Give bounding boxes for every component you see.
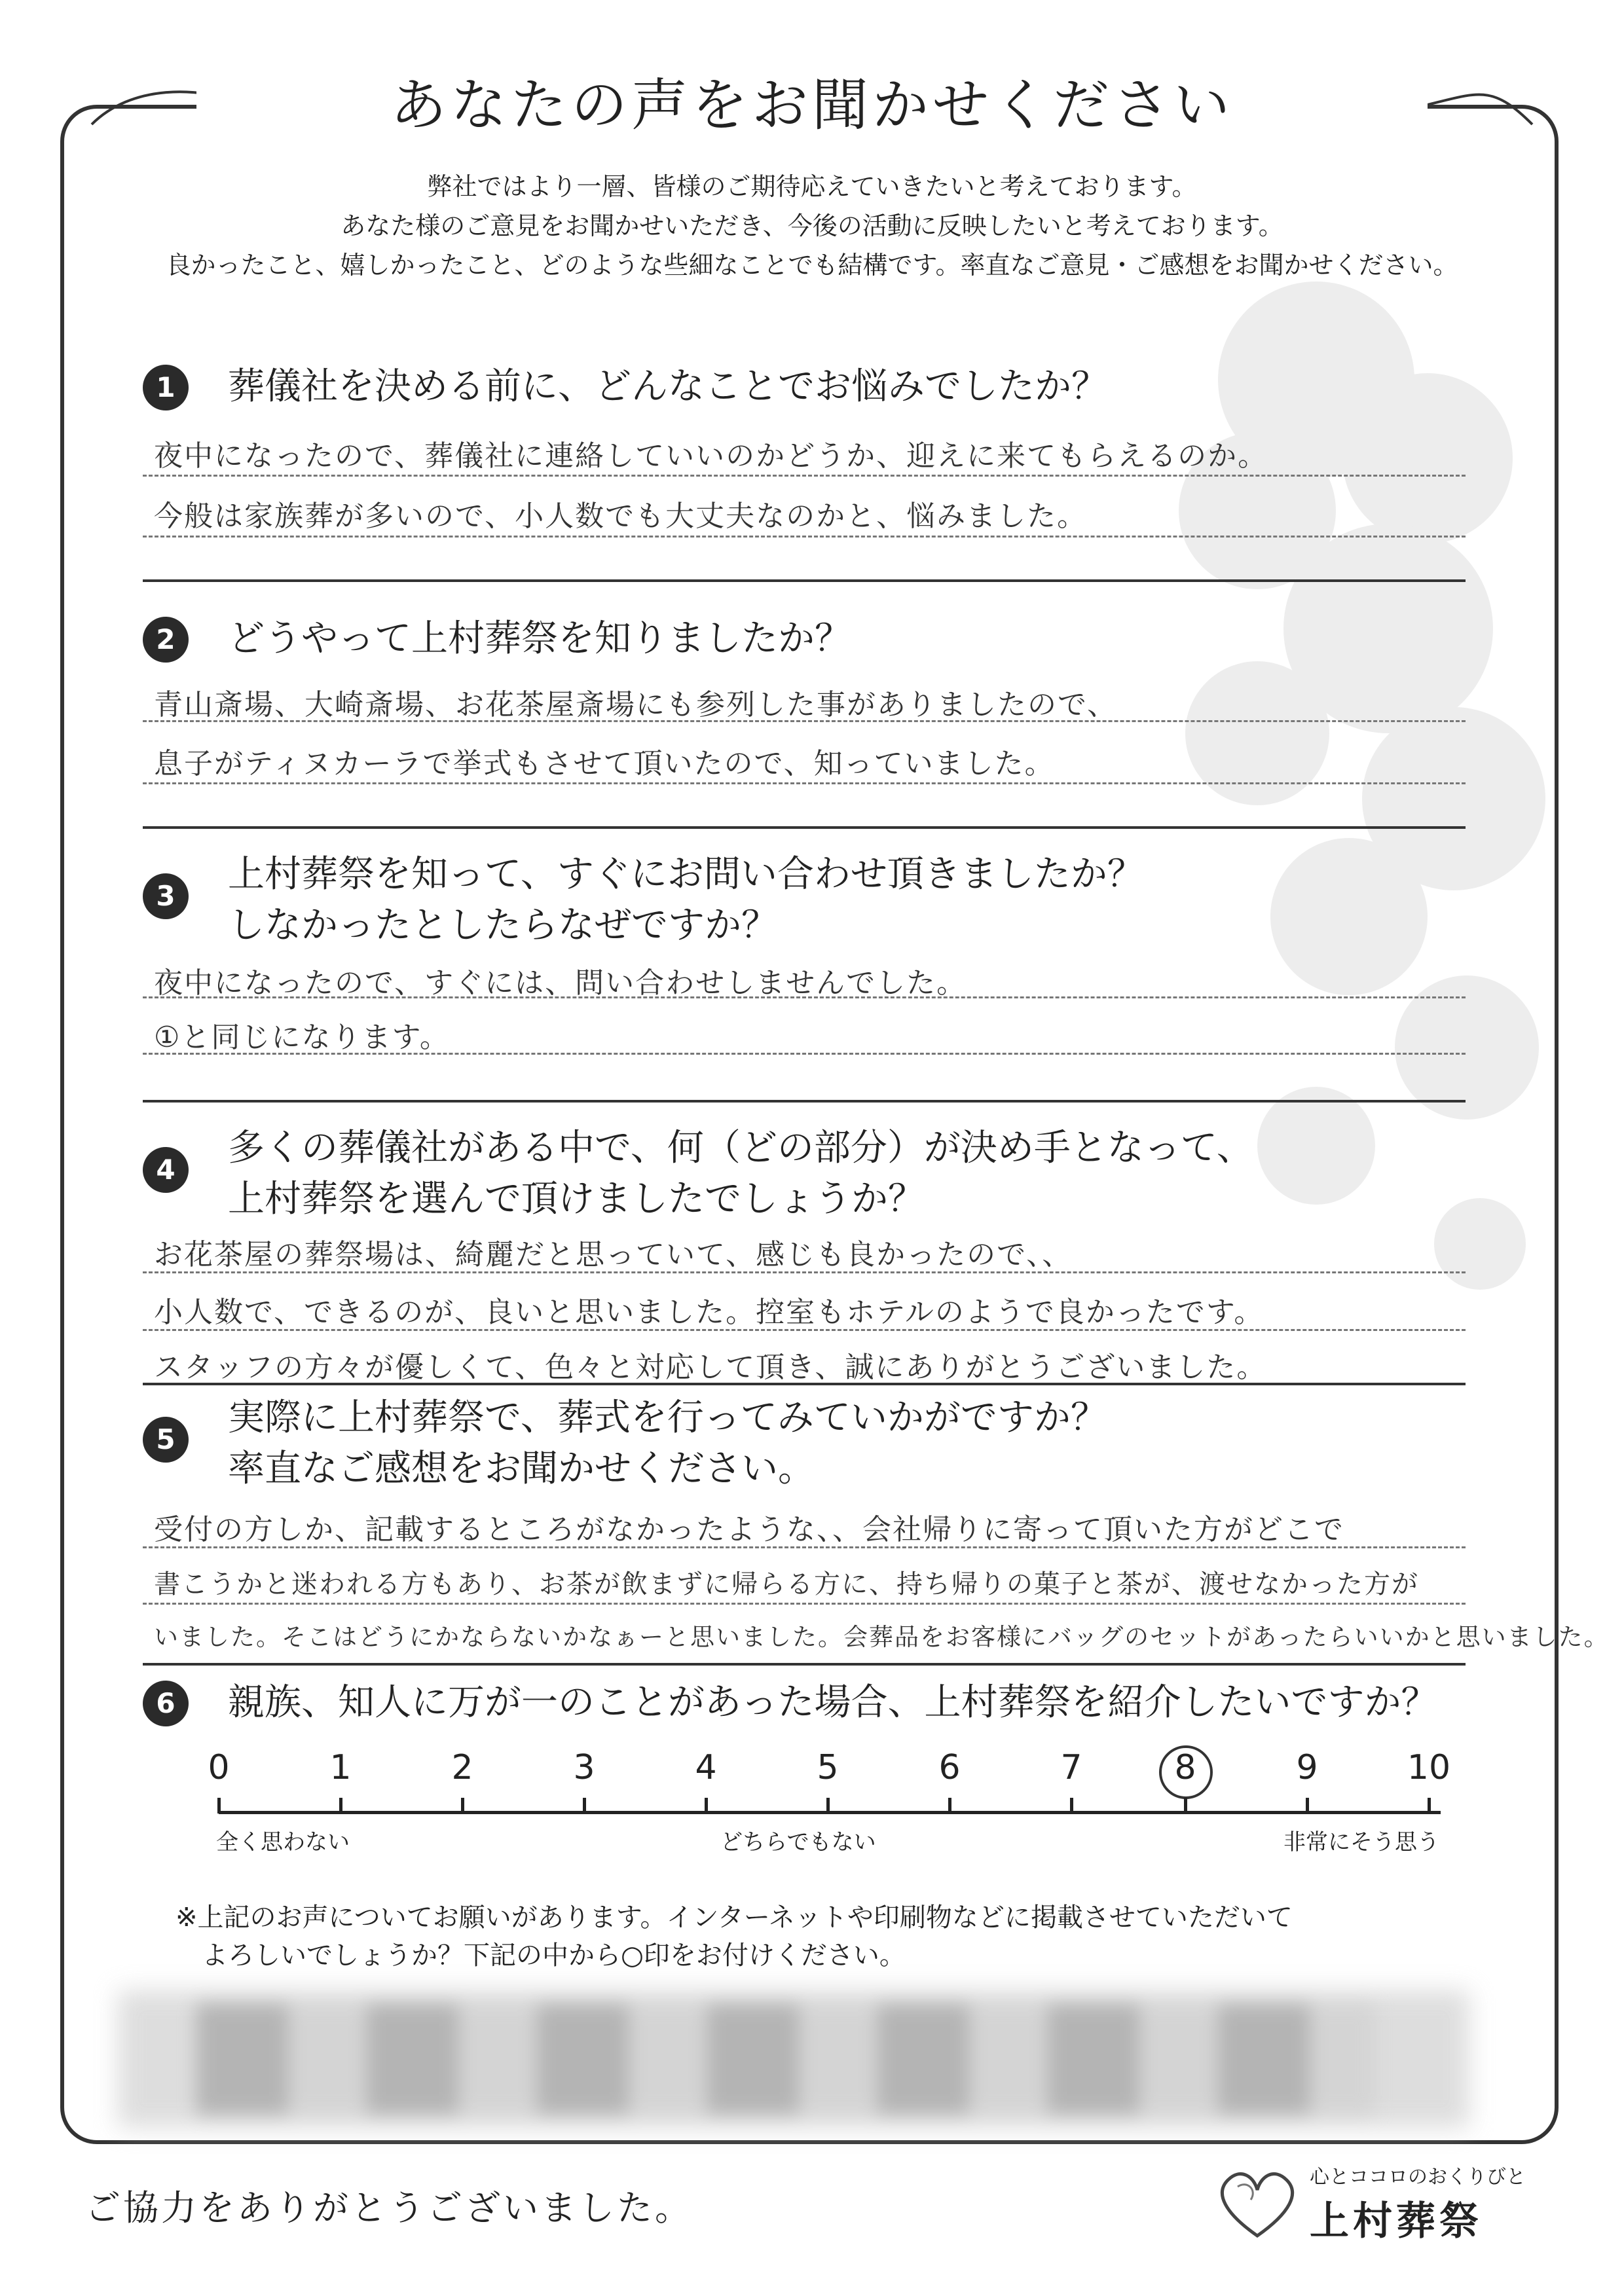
- answer-rule: [143, 720, 1466, 722]
- section-divider: [143, 1663, 1466, 1666]
- answer-rule: [143, 1329, 1466, 1331]
- section-divider: [143, 579, 1466, 582]
- scale-number-6[interactable]: 6: [938, 1748, 961, 1787]
- question-text: 上村葬祭を選んで頂けましたでしょうか？: [228, 1178, 925, 1220]
- form-title: あなたの声をお聞かせください: [196, 63, 1428, 148]
- question-text: 実際に上村葬祭で、葬式を行ってみていかがですか？: [228, 1396, 1107, 1439]
- answer-rule: [143, 1053, 1466, 1055]
- answer-line: 夜中になったので、葬儀社に連絡していいのかどうか、迎えに来てもらえるのか。: [154, 439, 1268, 473]
- question-text: 多くの葬儀社がある中で、何（どの部分）が決め手となって、: [228, 1127, 1253, 1169]
- answer-rule: [143, 1603, 1466, 1605]
- scale-number-8[interactable]: 8: [1174, 1748, 1196, 1787]
- answer-rule: [143, 475, 1466, 477]
- company-logo-name: 上村葬祭: [1310, 2198, 1483, 2244]
- intro-line: あなた様のご意見をお聞かせいただき、今後の活動に反映したいと考えております。: [341, 211, 1283, 240]
- scale-tick: [826, 1798, 830, 1813]
- scale-number-4[interactable]: 4: [695, 1748, 717, 1787]
- scale-tick: [1070, 1798, 1073, 1813]
- scale-number-2[interactable]: 2: [451, 1748, 473, 1787]
- scale-number-3[interactable]: 3: [573, 1748, 595, 1787]
- answer-line: 青山斎場、大崎斎場、お花茶屋斎場にも参列した事がありましたので、: [154, 688, 1118, 721]
- intro-line: 良かったこと、嬉しかったこと、どのような些細なことでも結構です。率直なご意見・ご感想をお聞かせください。: [166, 251, 1458, 280]
- answer-line: 受付の方しか、記載するところがなかったような、、会社帰りに寄って頂いた方がどこで: [154, 1513, 1344, 1546]
- answer-line: お花茶屋の葬祭場は、綺麗だと思っていて、感じも良かったので、、: [154, 1238, 1073, 1271]
- scale-tick: [461, 1798, 464, 1813]
- question-number-badge: 1: [143, 365, 189, 410]
- scale-tick: [1306, 1798, 1309, 1813]
- note-line: よろしいでしょうか？下記の中から○印をお付けください。: [202, 1941, 906, 1971]
- question-text: 葬儀社を決める前に、どんなことでお悩みでしたか？: [228, 365, 1108, 408]
- answer-line: 小人数で、できるのが、良いと思いました。控室もホテルのようで良かったです。: [154, 1296, 1264, 1329]
- scale-tick: [705, 1798, 708, 1813]
- answer-rule: [143, 1271, 1466, 1273]
- section-divider: [143, 1100, 1466, 1102]
- question-text: しなかったとしたらなぜですか？: [228, 904, 778, 947]
- scale-number-0[interactable]: 0: [208, 1748, 230, 1787]
- thank-you-message: ご協力をありがとうございました。: [85, 2187, 693, 2229]
- answer-line: 息子がティヌカーラで挙式もさせて頂いたので、知っていました。: [154, 747, 1055, 780]
- question-text: 親族、知人に万が一のことがあった場合、上村葬祭を紹介したいですか？: [228, 1681, 1438, 1724]
- scale-number-5[interactable]: 5: [817, 1748, 839, 1787]
- question-number-badge: 3: [143, 873, 189, 919]
- selected-rating-circle: [1159, 1745, 1213, 1799]
- heart-logo-icon: [1211, 2160, 1303, 2246]
- question-text: どうやって上村葬祭を知りましたか？: [228, 617, 851, 660]
- scale-number-10[interactable]: 10: [1407, 1748, 1451, 1787]
- scale-tick: [1428, 1798, 1431, 1813]
- publication-consent-note: [175, 1899, 1293, 1975]
- question-text: 上村葬祭を知って、すぐにお問い合わせ頂きましたか？: [228, 853, 1144, 896]
- logo-tagline: 心とココロのおくりびと: [1310, 2166, 1526, 2189]
- scale-tick: [1184, 1798, 1187, 1813]
- answer-rule: [143, 996, 1466, 998]
- answer-line: いました。そこはどうにかならないかなぁーと思いました。会葬品をお客様にバッグのセットがあったらいいかと思いました。: [154, 1623, 1610, 1651]
- scale-label-low: 全く思わない: [216, 1829, 350, 1855]
- question-number-badge: 2: [143, 617, 189, 663]
- answer-line: ①と同じになります。: [154, 1021, 450, 1054]
- note-line: ※上記のお声についてお願いがあります。インターネットや印刷物などに掲載させていただいて: [175, 1903, 1293, 1933]
- answer-rule: [143, 782, 1466, 784]
- answer-line: 夜中になったので、すぐには、問い合わせしませんでした。: [154, 966, 967, 1000]
- answer-line: スタッフの方々が優しくて、色々と対応して頂き、誠にありがとうございました。: [154, 1351, 1267, 1384]
- question-text: 率直なご感想をお聞かせください。: [228, 1448, 815, 1490]
- blurred-option-text: [196, 2003, 1375, 2115]
- scale-line: [219, 1811, 1441, 1814]
- clover-background-decoration: [891, 262, 1545, 1375]
- section-divider: [143, 1383, 1466, 1385]
- question-number-badge: 5: [143, 1417, 189, 1463]
- question-number-badge: 4: [143, 1147, 189, 1193]
- section-divider: [143, 826, 1466, 829]
- scale-tick: [339, 1798, 342, 1813]
- scale-label-high: 非常にそう思う: [1283, 1829, 1439, 1855]
- scale-number-7[interactable]: 7: [1060, 1748, 1082, 1787]
- answer-line: 今般は家族葬が多いので、小人数でも大丈夫なのかと、悩みました。: [154, 500, 1088, 533]
- question-number-badge: 6: [143, 1681, 189, 1726]
- scale-tick: [583, 1798, 586, 1813]
- answer-line: 書こうかと迷われる方もあり、お茶が飲まずに帰らる方に、持ち帰りの菓子と茶が、渡せなかった方が: [154, 1569, 1419, 1599]
- scale-number-1[interactable]: 1: [329, 1748, 352, 1787]
- answer-rule: [143, 536, 1466, 538]
- scale-tick: [948, 1798, 951, 1813]
- intro-line: 弊社ではより一層、皆様のご期待応えていきたいと考えております。: [427, 172, 1197, 201]
- answer-rule: [143, 1546, 1466, 1548]
- scale-label-mid: どちらでもない: [720, 1829, 876, 1855]
- scale-tick: [217, 1798, 221, 1813]
- scale-number-9[interactable]: 9: [1296, 1748, 1318, 1787]
